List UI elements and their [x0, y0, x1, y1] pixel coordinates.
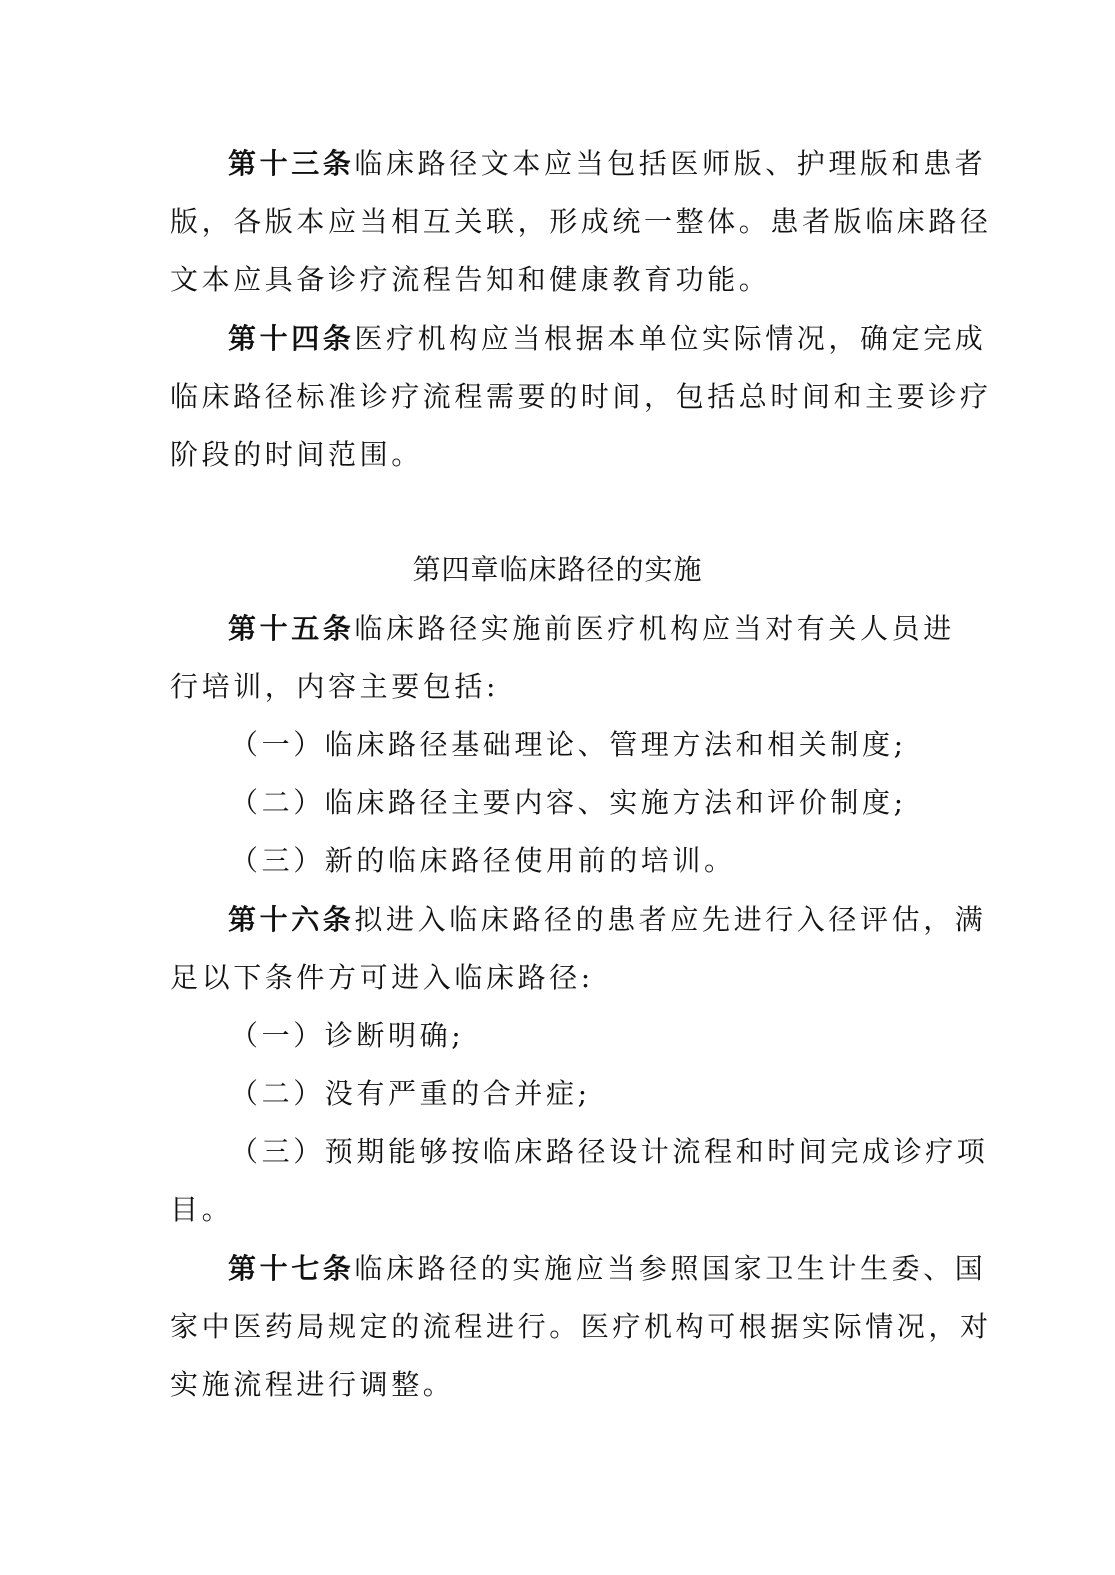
article-17-text-2: 家中医药局规定的流程进行。医疗机构可根据实际情况，对 — [170, 1310, 992, 1343]
article-15-text-2: 行培训，内容主要包括: — [170, 670, 500, 703]
article-14-first-line — [228, 319, 986, 359]
article-14-text-2: 临床路径标准诊疗流程需要的时间，包括总时间和主要诊疗 — [170, 380, 992, 413]
article-13-title: 第十三条 — [228, 147, 355, 180]
article-17-title: 第十七条 — [228, 1252, 355, 1285]
article-13-text-1: 临床路径文本应当包括医师版、护理版和患者 — [354, 147, 987, 180]
article-17-text-3: 实施流程进行调整。 — [170, 1368, 455, 1401]
article-13-text-2: 版，各版本应当相互关联，形成统一整体。患者版临床路径 — [170, 205, 992, 238]
article-14-text-3: 阶段的时间范围。 — [170, 438, 423, 471]
article-17-first-line — [228, 1249, 986, 1289]
article-14-text-1: 医疗机构应当根据本单位实际情况，确定完成 — [354, 322, 987, 355]
article-16-item-2: （二）没有严重的合并症; — [230, 1077, 591, 1110]
article-15-item-1: （一）临床路径基础理论、管理方法和相关制度; — [230, 728, 907, 761]
article-16-item-3-cont: 目。 — [170, 1193, 234, 1226]
article-16-item-3: （三）预期能够按临床路径设计流程和时间完成诊疗项 — [230, 1135, 989, 1168]
article-16-first-line — [228, 900, 986, 940]
article-15-first-line — [228, 609, 955, 649]
article-16-text-1: 拟进入临床路径的患者应先进行入径评估，满 — [354, 903, 987, 936]
article-13-first-line — [228, 144, 986, 184]
article-13-text-3: 文本应具备诊疗流程告知和健康教育功能。 — [170, 263, 771, 296]
article-16-title: 第十六条 — [228, 903, 355, 936]
article-14-title: 第十四条 — [228, 322, 355, 355]
article-17-text-1: 临床路径的实施应当参照国家卫生计生委、国 — [354, 1252, 987, 1285]
chapter-heading: 第四章临床路径的实施 — [412, 553, 703, 586]
article-15-item-2: （二）临床路径主要内容、实施方法和评价制度; — [230, 786, 907, 819]
article-16-item-1: （一）诊断明确; — [230, 1019, 465, 1052]
article-15-item-3: （三）新的临床路径使用前的培训。 — [230, 844, 736, 877]
article-15-title: 第十五条 — [228, 612, 355, 645]
article-16-text-2: 足以下条件方可进入临床路径: — [170, 961, 594, 994]
article-15-text-1: 临床路径实施前医疗机构应当对有关人员进 — [354, 612, 955, 645]
